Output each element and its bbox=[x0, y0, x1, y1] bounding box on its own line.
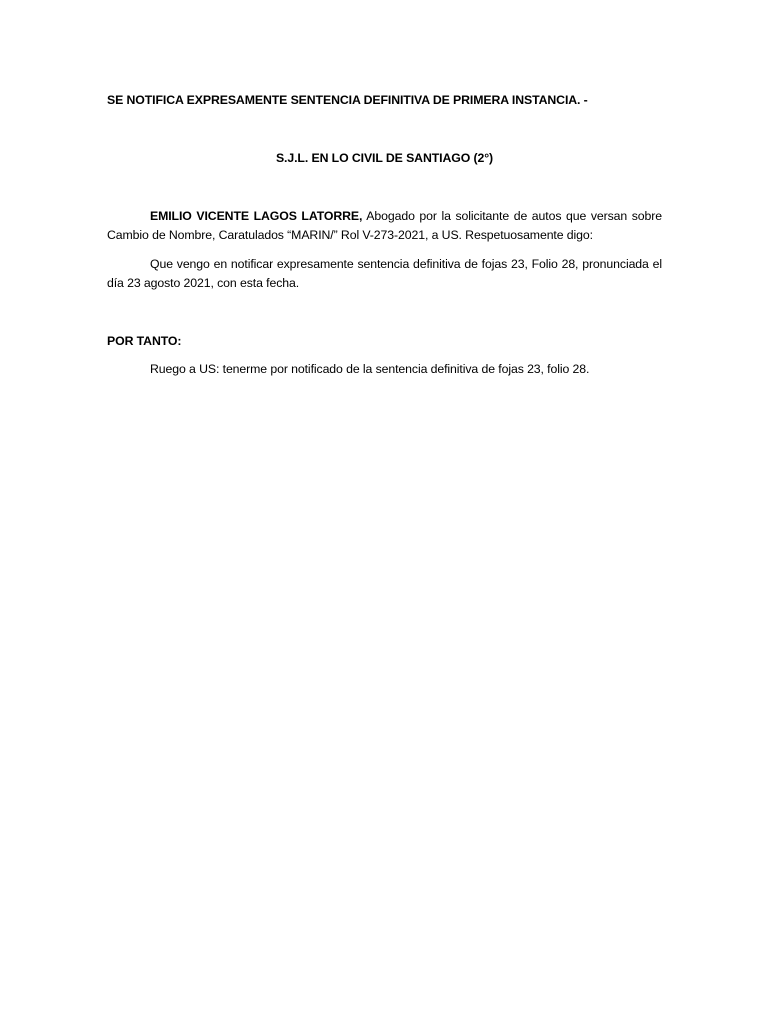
court-name: S.J.L. EN LO CIVIL DE SANTIAGO (2°) bbox=[275, 151, 494, 165]
attorney-name: EMILIO VICENTE LAGOS LATORRE, bbox=[150, 209, 363, 223]
request-paragraph: Ruego a US: tenerme por notificado de la sentencia definitiva de fojas 23, folio 28. bbox=[150, 362, 590, 376]
notification-paragraph: Que vengo en notificar expresamente sentencia definitiva de fojas 23, Folio 28, pronunciada el día 23 agosto 2021, con esta fecha. bbox=[107, 257, 662, 290]
por-tanto-label: POR TANTO: bbox=[107, 334, 182, 348]
document-heading: SE NOTIFICA EXPRESAMENTE SENTENCIA DEFINITIVA DE PRIMERA INSTANCIA. - bbox=[107, 93, 588, 107]
intro-paragraph bbox=[107, 207, 662, 245]
intro-text: Abogado por la solicitante de autos que versan sobre Cambio de Nombre, Caratulados “MARIN/” Rol V-273-2021, a US. Respetuosamente digo: bbox=[107, 209, 663, 242]
